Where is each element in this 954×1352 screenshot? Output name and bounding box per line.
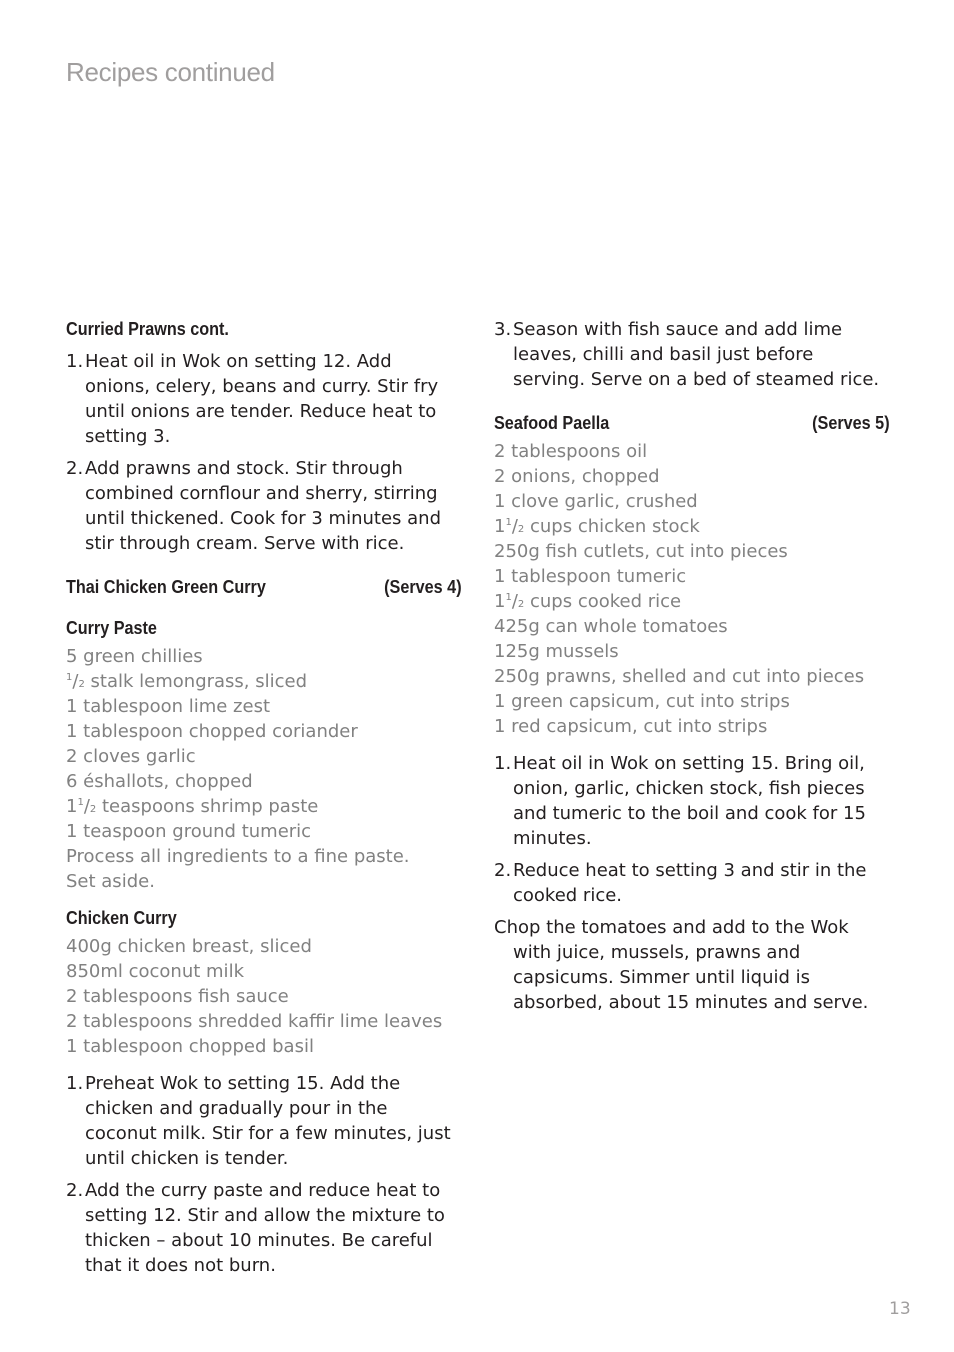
ingredient-item: $1^1/2$ cups cooked rice bbox=[494, 591, 682, 612]
method-paragraph: Chop the tomatoes and add to the Wok with juice, mussels, prawns and capsicums. Simmer until liquid is absorbed, about 15 minutes and serve. bbox=[494, 917, 869, 1013]
fraction-numerator: 1 bbox=[505, 592, 512, 603]
method-step bbox=[66, 349, 462, 449]
fraction-denominator: 2 bbox=[89, 804, 97, 815]
subsection-title: Curry Paste bbox=[66, 618, 157, 638]
page-title: Recipes continued bbox=[66, 57, 275, 87]
recipe-heading bbox=[494, 411, 890, 436]
fraction-whole: 1 bbox=[494, 516, 506, 537]
ingredient-item: 2 tablespoons shredded kaffir lime leaves bbox=[66, 1011, 443, 1032]
method-list bbox=[494, 317, 890, 392]
ingredient-item: 5 green chillies bbox=[66, 646, 203, 667]
step-number: 2. bbox=[66, 458, 84, 479]
step-number: 3. bbox=[494, 319, 512, 340]
curried-prawns-section bbox=[66, 317, 462, 556]
step-number: 1. bbox=[494, 753, 512, 774]
step-text: Add prawns and stock. Stir through combined cornflour and sherry, stirring until thickened. Cook for 3 minutes and stir through cream. Serve with rice. bbox=[85, 458, 442, 554]
ingredient-item: 425g can whole tomatoes bbox=[494, 616, 728, 637]
thai-curry-continued-section bbox=[494, 317, 890, 392]
chicken-curry-section bbox=[66, 906, 462, 1278]
section-heading bbox=[66, 317, 462, 342]
fraction-numerator: 1 bbox=[505, 517, 512, 528]
instruction-note: Set aside. bbox=[66, 871, 155, 892]
ingredient-list bbox=[66, 644, 462, 894]
step-text: Add the curry paste and reduce heat to setting 12. Stir and allow the mixture to thicken – about 10 minutes. Be careful that it does not burn. bbox=[85, 1180, 445, 1276]
ingredient-item: 2 onions, chopped bbox=[494, 466, 660, 487]
ingredient-list bbox=[494, 439, 890, 739]
fraction-whole: 1 bbox=[66, 796, 78, 817]
ingredient-item: 2 cloves garlic bbox=[66, 746, 196, 767]
ingredient-item: 250g prawns, shelled and cut into pieces bbox=[494, 666, 865, 687]
step-text: Heat oil in Wok on setting 15. Bring oil, onion, garlic, chicken stock, fish pieces and tumeric to the boil and cook for 15 minutes. bbox=[513, 753, 866, 849]
ingredient-item: 1 green capsicum, cut into strips bbox=[494, 691, 790, 712]
step-number: 1. bbox=[66, 351, 84, 372]
ingredient-item: 1 tablespoon lime zest bbox=[66, 696, 271, 717]
fraction-denominator: 2 bbox=[517, 524, 525, 535]
step-number: 2. bbox=[66, 1180, 84, 1201]
ingredient-item: 850ml coconut milk bbox=[66, 961, 244, 982]
method-step bbox=[66, 1071, 462, 1171]
method-list bbox=[494, 751, 890, 908]
step-number: 1. bbox=[66, 1073, 84, 1094]
ingredient-item: 1 teaspoon ground tumeric bbox=[66, 821, 312, 842]
step-text: Heat oil in Wok on setting 12. Add onions, celery, beans and curry. Stir fry until onions are tender. Reduce heat to setting 3. bbox=[85, 351, 439, 447]
ingredient-item: $1^1/2$ cups chicken stock bbox=[494, 516, 700, 537]
ingredient-item: 1 tablespoon tumeric bbox=[494, 566, 687, 587]
left-column bbox=[66, 317, 462, 1285]
instruction-note: Process all ingredients to a fine paste. bbox=[66, 846, 410, 867]
subsection-heading bbox=[66, 616, 462, 641]
method-step bbox=[494, 317, 890, 392]
ingredient-item: 1 clove garlic, crushed bbox=[494, 491, 698, 512]
method-step bbox=[66, 1178, 462, 1278]
ingredient-item: 2 tablespoons oil bbox=[494, 441, 648, 462]
page-number: 13 bbox=[889, 1299, 911, 1319]
method-list bbox=[66, 349, 462, 556]
ingredient-text: teaspoons shrimp paste bbox=[96, 796, 319, 817]
fraction-denominator: 2 bbox=[517, 599, 525, 610]
ingredient-item: 2 tablespoons fish sauce bbox=[66, 986, 289, 1007]
heading-title: Curried Prawns cont. bbox=[66, 319, 229, 339]
ingredient-item: 125g mussels bbox=[494, 641, 619, 662]
ingredient-item: 400g chicken breast, sliced bbox=[66, 936, 312, 957]
step-text: Season with fish sauce and add lime leaves, chilli and basil just before serving. Serve on a bed of steamed rice. bbox=[513, 319, 880, 390]
recipe-heading bbox=[66, 575, 462, 600]
method-list bbox=[66, 1071, 462, 1278]
recipe-title: Seafood Paella bbox=[494, 413, 610, 433]
ingredient-list bbox=[66, 934, 462, 1059]
step-text: Preheat Wok to setting 15. Add the chicken and gradually pour in the coconut milk. Stir for a few minutes, just until chicken is tender. bbox=[85, 1073, 451, 1169]
serves-label: (Serves 5) bbox=[812, 413, 890, 433]
right-column bbox=[494, 317, 890, 1015]
ingredient-item: 1 tablespoon chopped coriander bbox=[66, 721, 358, 742]
ingredient-text: stalk lemongrass, sliced bbox=[84, 671, 308, 692]
method-step bbox=[494, 751, 890, 851]
curry-paste-section bbox=[66, 616, 462, 894]
thai-chicken-curry-section bbox=[66, 575, 462, 600]
serves-label: (Serves 4) bbox=[384, 577, 462, 597]
ingredient-item: 1 red capsicum, cut into strips bbox=[494, 716, 768, 737]
recipe-title: Thai Chicken Green Curry bbox=[66, 577, 266, 597]
method-step bbox=[66, 456, 462, 556]
subsection-heading bbox=[66, 906, 462, 931]
ingredient-item: $^1$/2 stalk lemongrass, sliced bbox=[66, 671, 308, 692]
method-step bbox=[494, 858, 890, 908]
seafood-paella-section bbox=[494, 411, 890, 1015]
fraction-numerator: 1 bbox=[66, 672, 73, 683]
step-text: Reduce heat to setting 3 and stir in the cooked rice. bbox=[513, 860, 867, 906]
fraction-numerator: 1 bbox=[77, 797, 84, 808]
ingredient-text: cups cooked rice bbox=[524, 591, 682, 612]
fraction-whole: 1 bbox=[494, 591, 506, 612]
fraction-denominator: 2 bbox=[78, 679, 85, 690]
ingredient-item: 250g fish cutlets, cut into pieces bbox=[494, 541, 788, 562]
step-number: 2. bbox=[494, 860, 512, 881]
ingredient-text: cups chicken stock bbox=[524, 516, 700, 537]
ingredient-item: $1^1/2$ teaspoons shrimp paste bbox=[66, 796, 319, 817]
subsection-title: Chicken Curry bbox=[66, 908, 177, 928]
ingredient-item: 1 tablespoon chopped basil bbox=[66, 1036, 314, 1057]
ingredient-item: 6 éshallots, chopped bbox=[66, 771, 253, 792]
